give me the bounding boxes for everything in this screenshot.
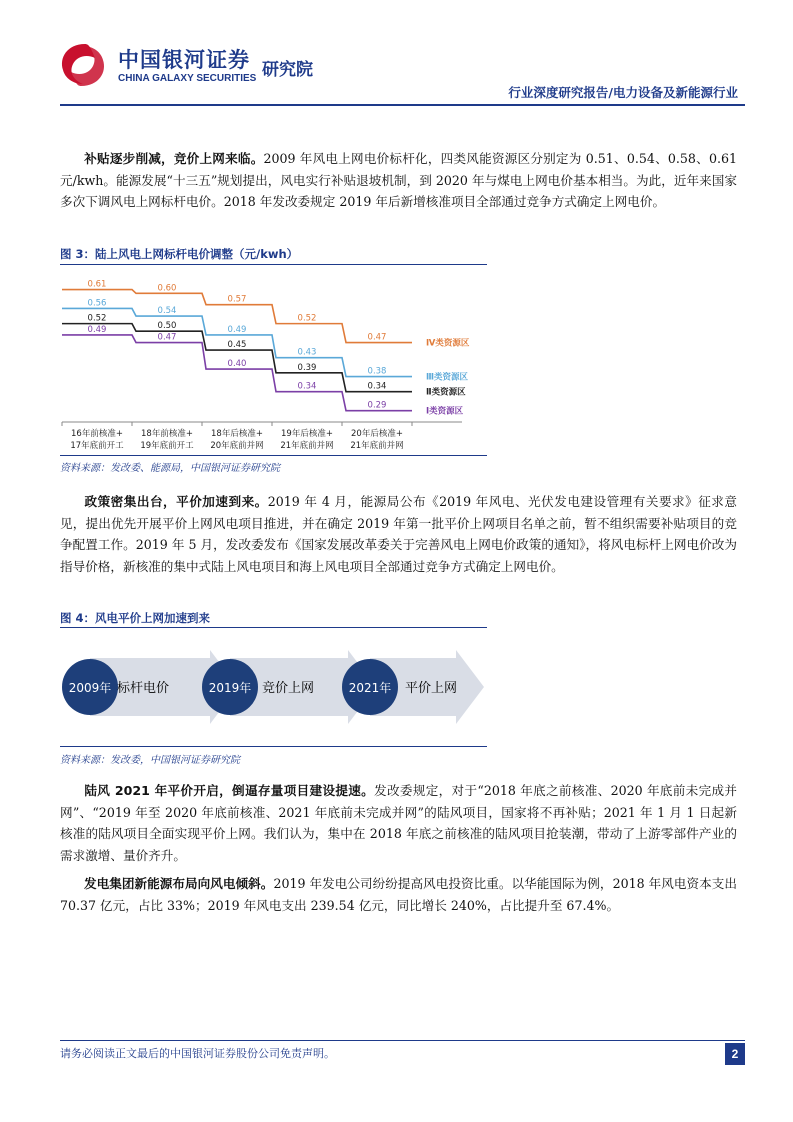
data-label: 0.29 <box>367 400 387 411</box>
paragraph-policy <box>60 491 737 577</box>
data-label: 0.43 <box>297 347 317 358</box>
data-label: 0.39 <box>297 362 317 373</box>
paragraph-body: 2019 年 4 月，能源局公布《2019 年风电、光伏发电建设管理有关要求》征求意见，提出优先开展平价上网风电项目推进，并在确定 2019 年第一批平价上网项目名单之前，暂不组织需要补贴项目的竞争配置工作。2019 年 5 月，发改委发布《国家发展改革委关于完善风电上网电价政策的通知》，将风电标杆上网电价改为指导价格，新核准的集中式陆上风电项目和海上风电项目全部通过竞争方式确定上网电价。 <box>60 494 737 574</box>
figure-3-rule <box>60 264 487 265</box>
x-tick-label: 21年底前并网 <box>280 441 334 451</box>
process-label: 平价上网 <box>404 681 458 696</box>
data-label: 0.49 <box>87 324 107 335</box>
data-label: 0.54 <box>157 306 177 317</box>
figure-4-source: 资料来源：发改委，中国银河证券研究院 <box>60 755 240 766</box>
data-label: 0.49 <box>227 324 247 335</box>
data-label: 0.45 <box>227 340 247 351</box>
data-label: 0.61 <box>87 279 107 290</box>
data-label: 0.40 <box>227 359 247 370</box>
paragraph-lead: 政策密集出台，平价加速到来。 <box>84 494 268 509</box>
legend-label: Ⅰ类资源区 <box>426 406 464 417</box>
figure-3-source: 资料来源：发改委、能源局，中国银河证券研究院 <box>60 463 280 474</box>
figure-4-caption: 图 4：风电平价上网加速到来 <box>60 611 211 625</box>
galaxy-logo-mark <box>55 40 111 90</box>
logo-institute: 研究院 <box>262 60 313 80</box>
process-year: 2019年 <box>208 681 252 695</box>
footer-disclaimer: 请务必阅读正文最后的中国银河证券股份公司免责声明。 <box>60 1047 335 1060</box>
figure-3-bottom-rule <box>60 455 487 456</box>
figure-4-bottom-rule <box>60 746 487 747</box>
x-tick-label: 21年底前并网 <box>350 441 404 451</box>
legend-label: Ⅱ类资源区 <box>426 387 466 398</box>
legend-label: Ⅲ类资源区 <box>426 372 469 383</box>
paragraph-body: 发改委规定，对于“2018 年底之前核准、2020 年底前未完成并网”、“2019 年至 2020 年底前核准、2021 年底前未完成并网”的陆风项目，国家将不再补贴；2021 年 1 月 1 日起新核准的陆风项目全面实现平价上网。我们认为，集中在 2018 年底之前核准的陆风项目抢装潮，带动了上游零部件产业的需求激增、量价齐升。 <box>60 783 738 863</box>
x-tick-label: 19年底前开工 <box>140 441 194 451</box>
paragraph-lead: 补贴逐步削减，竞价上网来临。 <box>84 151 264 166</box>
page-number: 2 <box>725 1043 745 1065</box>
logo-chinese-name: 中国银河证券 <box>118 48 250 72</box>
data-label: 0.50 <box>157 321 177 332</box>
x-tick-label: 20年后核准+ <box>351 429 403 439</box>
data-label: 0.47 <box>157 332 177 343</box>
figure-4-rule <box>60 627 487 628</box>
tariff-step-chart <box>60 270 490 455</box>
paragraph-body: 2009 年风电上网电价标杆化，四类风能资源区分别定为 0.51、0.54、0.58、0.61 元/kwh。能源发展“十三五”规划提出，风电实行补贴退坡机制，到 2020 年与煤电上网电价基本相当。为此，近年来国家多次下调风电上网标杆电价。2018 年发改委规定 2019 年后新增核准项目全部通过竞争方式确定上网电价。 <box>60 151 737 209</box>
paragraph-onshore-parity <box>60 780 737 866</box>
parity-process-diagram <box>60 650 490 730</box>
x-tick-label: 18年后核准+ <box>211 429 263 439</box>
x-tick-label: 18年前核准+ <box>141 429 193 439</box>
process-label: 竞价上网 <box>261 681 315 696</box>
data-label: 0.34 <box>367 381 387 392</box>
data-label: 0.52 <box>87 313 107 324</box>
data-label: 0.56 <box>87 298 107 309</box>
legend-label: Ⅳ类资源区 <box>426 338 470 349</box>
process-year: 2021年 <box>348 681 392 695</box>
data-label: 0.38 <box>367 366 387 377</box>
data-label: 0.52 <box>297 313 317 324</box>
header-divider <box>60 104 745 106</box>
figure-3-caption: 图 3：陆上风电上网标杆电价调整（元/kwh） <box>60 247 299 261</box>
report-category: 行业深度研究报告/电力设备及新能源行业 <box>508 85 738 100</box>
x-tick-label: 19年后核准+ <box>281 429 333 439</box>
process-label: 标杆电价 <box>116 681 170 696</box>
paragraph-body: 2019 年发电公司纷纷提高风电投资比重。以华能国际为例，2018 年风电资本支出 70.37 亿元，占比 33%；2019 年风电支出 239.54 亿元，同比增长 240%，占比提升至 67.4%。 <box>60 876 738 913</box>
footer-divider <box>60 1040 745 1041</box>
x-tick-label: 20年底前并网 <box>210 441 264 451</box>
logo-english-name: CHINA GALAXY SECURITIES <box>118 73 257 84</box>
x-tick-label: 17年底前开工 <box>70 441 124 451</box>
paragraph-lead: 陆风 2021 年平价开启，倒逼存量项目建设提速。 <box>84 783 375 798</box>
paragraph-subsidy <box>60 148 737 213</box>
process-year: 2009年 <box>68 681 112 695</box>
data-label: 0.47 <box>367 332 387 343</box>
data-label: 0.34 <box>297 381 317 392</box>
paragraph-generation-groups <box>60 873 737 916</box>
paragraph-lead: 发电集团新能源布局向风电倾斜。 <box>84 876 274 891</box>
data-label: 0.60 <box>157 283 177 294</box>
data-label: 0.57 <box>227 294 247 305</box>
x-tick-label: 16年前核准+ <box>71 429 123 439</box>
